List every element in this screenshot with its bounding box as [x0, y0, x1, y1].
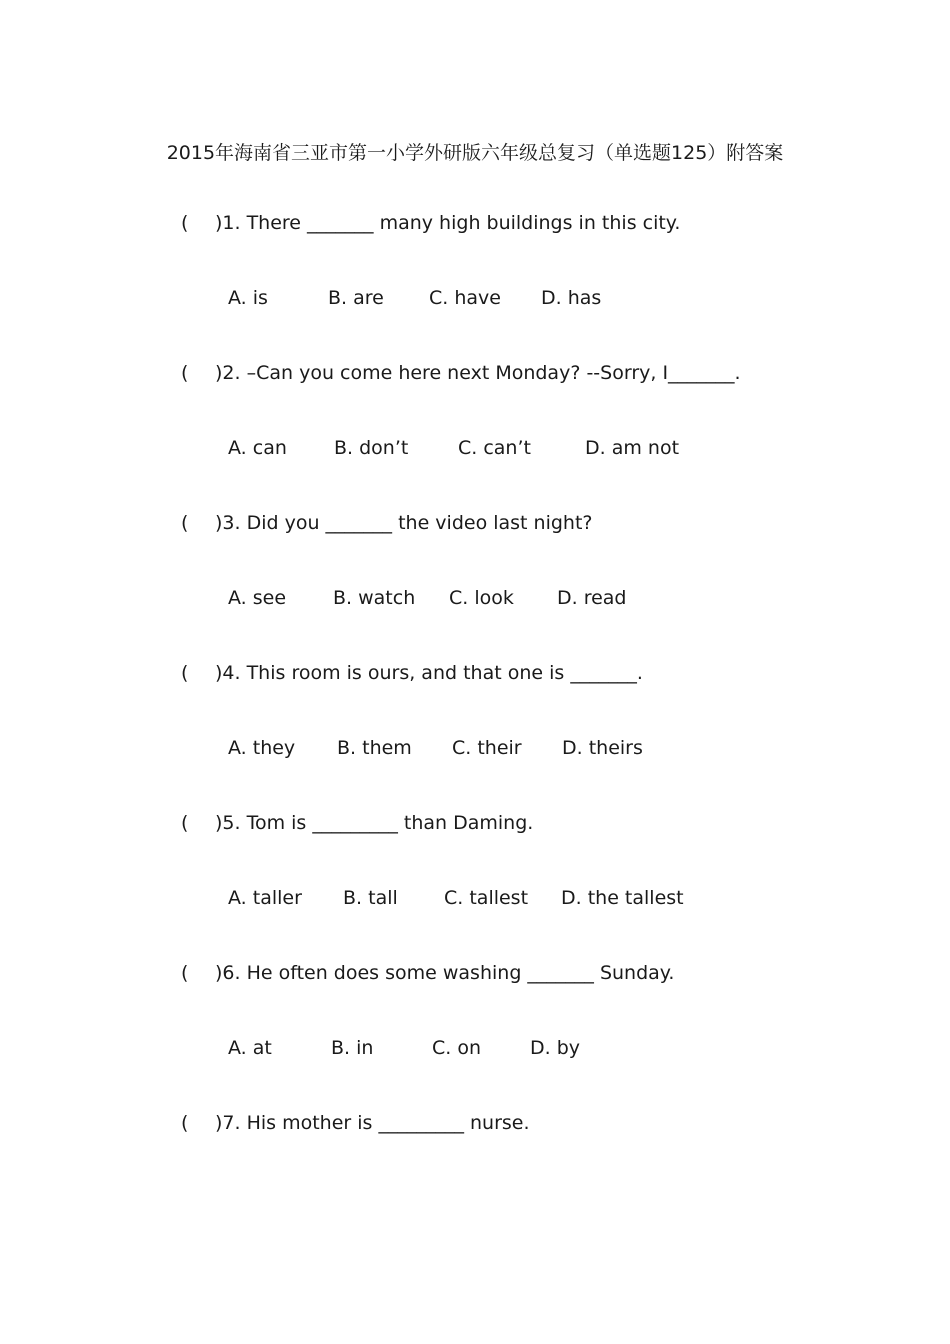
question-stem: )2. –Can you come here next Monday? --Sorry, I_______.: [215, 362, 741, 384]
option-b: B. don’t: [334, 437, 409, 459]
option-b: B. are: [328, 287, 384, 309]
question-3: [181, 512, 593, 534]
question-2: [181, 362, 741, 384]
answer-blank-open-paren: (: [181, 212, 189, 234]
answer-blank-open-paren: (: [181, 362, 189, 384]
option-b: B. in: [331, 1037, 374, 1059]
option-b: B. tall: [343, 887, 398, 909]
option-d: D. read: [557, 587, 627, 609]
question-stem: )6. He often does some washing _______ Sunday.: [215, 962, 675, 984]
option-c: C. on: [432, 1037, 482, 1059]
question-stem: )3. Did you _______ the video last night?: [215, 512, 593, 534]
question-stem: )5. Tom is _________ than Daming.: [215, 812, 534, 834]
option-a: A. see: [228, 587, 287, 609]
option-c: C. look: [449, 587, 514, 609]
option-b: B. them: [337, 737, 412, 759]
option-a: A. is: [228, 287, 268, 309]
option-b: B. watch: [333, 587, 416, 609]
answer-blank-open-paren: (: [181, 512, 189, 534]
answer-blank-open-paren: (: [181, 662, 189, 684]
option-d: D. am not: [585, 437, 680, 459]
option-d: D. has: [541, 287, 602, 309]
question-6: [181, 962, 674, 984]
document-title: 2015年海南省三亚市第一小学外研版六年级总复习（单选题125）附答案: [166, 142, 784, 164]
question-7: [181, 1112, 530, 1134]
option-d: D. by: [530, 1037, 581, 1059]
question-stem: )7. His mother is _________ nurse.: [215, 1112, 530, 1134]
option-c: C. their: [452, 737, 522, 759]
question-stem: )4. This room is ours, and that one is _______.: [215, 662, 643, 684]
answer-blank-open-paren: (: [181, 962, 189, 984]
answer-blank-open-paren: (: [181, 812, 189, 834]
question-1: [181, 212, 680, 234]
question-5: [181, 812, 533, 834]
option-c: C. can’t: [458, 437, 531, 459]
option-a: A. can: [228, 437, 287, 459]
option-d: D. theirs: [562, 737, 643, 759]
option-a: A. taller: [228, 887, 302, 909]
option-c: C. have: [429, 287, 501, 309]
question-stem: )1. There _______ many high buildings in this city.: [215, 212, 681, 234]
option-a: A. they: [228, 737, 296, 759]
option-a: A. at: [228, 1037, 272, 1059]
option-c: C. tallest: [444, 887, 529, 909]
question-4: [181, 662, 643, 684]
answer-blank-open-paren: (: [181, 1112, 189, 1134]
option-d: D. the tallest: [561, 887, 684, 909]
